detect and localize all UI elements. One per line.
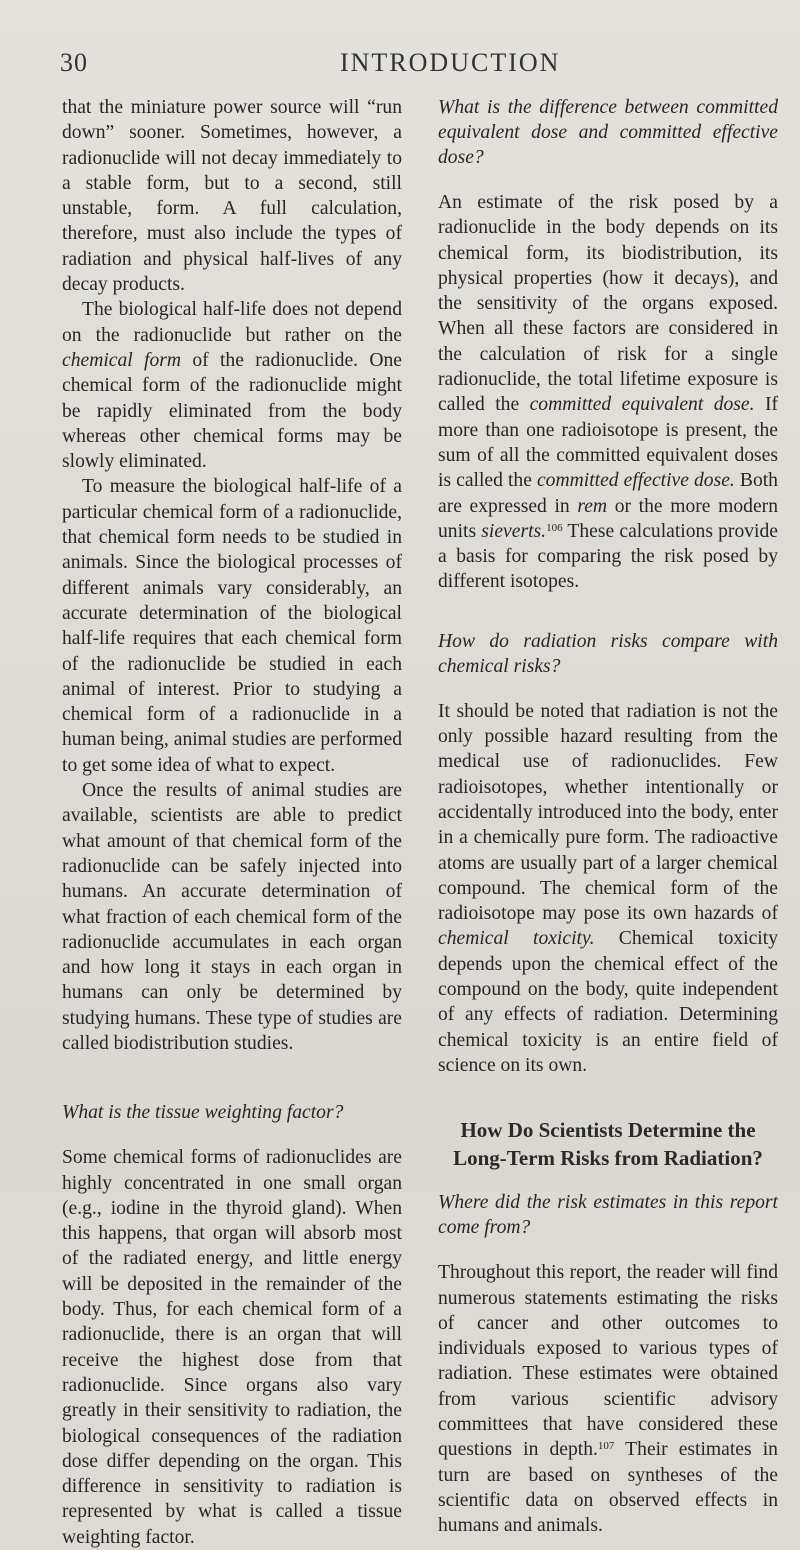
paragraph: To measure the biological half-life of a particular chemical form of a radionuclide, that chemical form needs to be studied in animals. Since the biological processes of different animals vary considerably, an accurate determination of the biological half-life requires that each chemical form of the radionuclide be studied in each animal of interest. Prior to studying a chemical form of a radionuclide in a human being, animal studies are performed to get some idea of what to expect.	[62, 476, 402, 776]
paragraph: An estimate of the risk posed by a radionuclide in the body depends on its chemical form, its biodistribution, its physical properties (how it decays), and the sensitivity of the organs exposed. When all these factors are considered in the calculation of risk for a single radionuclide, the total lifetime exposure is called the committed equivalent dose. If more than one radioisotope is present, the sum of all the committed equivalent doses is called the committed effective dose. Both are expressed in rem or the more modern units sieverts.$^{106}$ These calculations provide a basis for comparing the risk posed by different isotopes.	[438, 192, 779, 593]
page-header	[60, 40, 780, 80]
paragraph: Once the results of animal studies are available, scientists are able to predict what amount of that chemical form of the radionuclide can be safely injected into humans. An accurate determination of what fraction of each chemical form of the radionuclide accumulates in each organ and how long it stays in each organ in humans can only be determined by studying humans. These type of studies are called biodistribution studies.	[62, 780, 402, 1054]
right-column	[438, 95, 778, 1538]
paragraph: Throughout this report, the reader will find numerous statements estimating the risks of cancer and other outcomes to individuals exposed to various types of radiation. These estimates were obtained from various scientific advisory committees that have considered these questions in depth.$^{107}$ Their estimates in turn are based on syntheses of the scientific data on observed effects in humans and animals.	[438, 1262, 778, 1537]
section-heading: How Do Scientists Determine the Long-Term Risks from Radiation?	[453, 1118, 763, 1171]
footnote-ref: 107	[597, 1440, 615, 1453]
emphasis: committed effective dose.	[536, 470, 735, 492]
emphasis: rem	[577, 495, 608, 517]
running-head: INTRODUCTION	[340, 48, 561, 77]
emphasis: chemical toxicity.	[438, 928, 595, 950]
paragraph: Some chemical forms of radionuclides are highly concentrated in one small organ (e.g., iodine in the thyroid gland). When this happens, that organ will absorb most of the radiated energy, and little energy will be deposited in the remainder of the body. Thus, for each chemical form of a radionuclide, there is an organ that will receive the highest dose from that radionuclide. Since organs also vary greatly in their sensitivity to radiation, the biological consequences of the radiation dose differ depending on the organ. This difference in sensitivity to radiation is represented by what is called a tissue weighting factor.	[62, 1147, 402, 1548]
paragraph: that the miniature power source will “run down” sooner. Sometimes, however, a radionuclide will not decay immediately to a stable form, but to a second, still unstable, form. A full calculation, therefore, must also include the types of radiation and physical half-lives of any decay products.	[62, 97, 402, 296]
question-heading: How do radiation risks compare with chemical risks?	[438, 630, 778, 677]
paragraph: It should be noted that radiation is not the only possible hazard resulting from the medical use of radionuclides. Few radioisotopes, whether intentionally or accidentally introduced into the body, enter in a chemically pure form. The radioactive atoms are usually part of a larger chemical compound. The chemical form of the radioisotope may pose its own hazards of chemical toxicity. Chemical toxicity depends upon the chemical effect of the compound on the body, quite independent of any effects of radiation. Determining chemical toxicity is an entire field of science on its own.	[438, 700, 778, 1076]
page-number: 30	[60, 48, 88, 77]
question-heading: What is the tissue weighting factor?	[62, 1102, 344, 1124]
paragraph: The biological half-life does not depend on the radionuclide but rather on the chemical form of the radionuclide. One chemical form of the radionuclide might be rapidly eliminated from the body whereas other chemical forms may be slowly eliminated.	[62, 299, 402, 473]
left-column	[62, 95, 402, 1550]
emphasis: chemical form	[62, 349, 182, 371]
footnote-ref: 106	[546, 521, 563, 534]
question-heading: What is the difference between committed equivalent dose and committed effective dose?	[438, 97, 778, 168]
emphasis: committed equivalent dose.	[529, 394, 755, 416]
question-heading: Where did the risk estimates in this report come from?	[438, 1192, 778, 1239]
emphasis: sieverts.	[481, 520, 547, 542]
